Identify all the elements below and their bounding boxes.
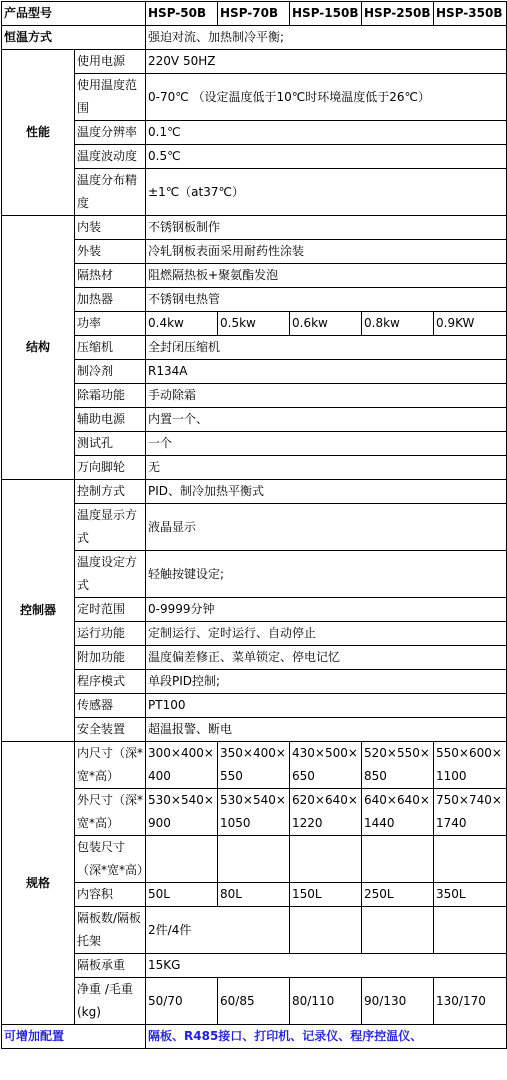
row-label: 净重 /毛重(kg) <box>75 978 146 1025</box>
shelf-load-row <box>2 954 507 978</box>
empty-cell <box>290 907 362 954</box>
climate-value: 强迫对流、加热制冷平衡; <box>146 26 507 50</box>
power-value: 0.8kw <box>362 312 434 336</box>
row-label: 温度显示方式 <box>75 504 146 551</box>
table-row <box>2 240 507 264</box>
spec-table <box>1 1 507 1049</box>
volume-value: 80L <box>218 883 290 907</box>
package-size-value <box>146 836 218 883</box>
row-label: 程序模式 <box>75 670 146 694</box>
table-row <box>2 74 507 121</box>
row-value: 0-70℃ （设定温度低于10℃时环境温度低于26℃） <box>146 74 507 121</box>
row-label: 温度分辨率 <box>75 121 146 145</box>
model-hsp-250b: HSP-250B <box>362 2 434 26</box>
row-value: ±1℃（at37℃） <box>146 169 507 216</box>
row-label: 隔板承重 <box>75 954 146 978</box>
row-value: 不锈钢电热管 <box>146 288 507 312</box>
inner-size-value: 300×400×400 <box>146 742 218 789</box>
row-label: 辅助电源 <box>75 408 146 432</box>
volume-value: 350L <box>434 883 507 907</box>
row-value: 手动除霜 <box>146 384 507 408</box>
model-hsp-350b: HSP-350B <box>434 2 507 26</box>
inner-size-value: 520×550×850 <box>362 742 434 789</box>
inner-size-value: 350×400×550 <box>218 742 290 789</box>
row-value: 冷轧钢板表面采用耐药性涂装 <box>146 240 507 264</box>
controller-category: 控制器 <box>2 480 75 742</box>
outer-size-row <box>2 789 507 836</box>
table-row <box>2 288 507 312</box>
row-value: 0-9999分钟 <box>146 598 507 622</box>
power-value: 0.4kw <box>146 312 218 336</box>
row-label: 制冷剂 <box>75 360 146 384</box>
row-label: 加热器 <box>75 288 146 312</box>
package-size-value <box>434 836 507 883</box>
weight-value: 80/110 <box>290 978 362 1025</box>
model-hsp-150b: HSP-150B <box>290 2 362 26</box>
row-value: 不锈钢板制作 <box>146 216 507 240</box>
volume-value: 50L <box>146 883 218 907</box>
table-row <box>2 551 507 598</box>
row-value: R134A <box>146 360 507 384</box>
header-row <box>2 2 507 26</box>
row-label: 外装 <box>75 240 146 264</box>
row-label: 压缩机 <box>75 336 146 360</box>
row-value: 超温报警、断电 <box>146 718 507 742</box>
product-model-label: 产品型号 <box>2 2 146 26</box>
empty-cell <box>434 907 507 954</box>
structure-category: 结构 <box>2 216 75 480</box>
row-label: 安全装置 <box>75 718 146 742</box>
options-value: 隔板、R485接口、打印机、记录仪、程序控温仪、 <box>146 1025 507 1049</box>
model-hsp-70b: HSP-70B <box>218 2 290 26</box>
row-label: 隔板数/隔板托架 <box>75 907 146 954</box>
row-label: 除霜功能 <box>75 384 146 408</box>
row-value: 液晶显示 <box>146 504 507 551</box>
row-label: 隔热材 <box>75 264 146 288</box>
row-label: 万向脚轮 <box>75 456 146 480</box>
table-row <box>2 598 507 622</box>
inner-size-row <box>2 742 507 789</box>
outer-size-value: 530×540×1050 <box>218 789 290 836</box>
row-label: 包装尺寸（深*宽*高） <box>75 836 146 883</box>
table-row <box>2 169 507 216</box>
outer-size-value: 640×640×1440 <box>362 789 434 836</box>
row-label: 内容积 <box>75 883 146 907</box>
table-row <box>2 384 507 408</box>
row-value: 单段PID控制; <box>146 670 507 694</box>
performance-category: 性能 <box>2 50 75 216</box>
volume-value: 250L <box>362 883 434 907</box>
table-row <box>2 504 507 551</box>
row-label: 使用温度范围 <box>75 74 146 121</box>
row-label: 附加功能 <box>75 646 146 670</box>
outer-size-value: 620×640×1220 <box>290 789 362 836</box>
table-row <box>2 432 507 456</box>
row-label: 使用电源 <box>75 50 146 74</box>
table-row <box>2 145 507 169</box>
row-label: 传感器 <box>75 694 146 718</box>
row-value: 0.1℃ <box>146 121 507 145</box>
row-label: 外尺寸（深*宽*高） <box>75 789 146 836</box>
outer-size-value: 530×540×900 <box>146 789 218 836</box>
power-value: 0.5kw <box>218 312 290 336</box>
row-label: 温度设定方式 <box>75 551 146 598</box>
table-row <box>2 336 507 360</box>
outer-size-value: 750×740×1740 <box>434 789 507 836</box>
power-value: 0.6kw <box>290 312 362 336</box>
row-value: 全封闭压缩机 <box>146 336 507 360</box>
row-label: 温度分布精度 <box>75 169 146 216</box>
volume-value: 150L <box>290 883 362 907</box>
package-size-row <box>2 836 507 883</box>
table-row <box>2 718 507 742</box>
empty-cell <box>362 907 434 954</box>
row-label: 测试孔 <box>75 432 146 456</box>
row-value: PID、制冷加热平衡式 <box>146 480 507 504</box>
table-row <box>2 121 507 145</box>
volume-row <box>2 883 507 907</box>
power-row <box>2 312 507 336</box>
table-row <box>2 456 507 480</box>
table-row <box>2 216 507 240</box>
row-label: 运行功能 <box>75 622 146 646</box>
shelves-row <box>2 907 507 954</box>
row-label: 控制方式 <box>75 480 146 504</box>
row-value: 220V 50HZ <box>146 50 507 74</box>
row-value: 轻触按键设定; <box>146 551 507 598</box>
table-row <box>2 50 507 74</box>
weight-value: 50/70 <box>146 978 218 1025</box>
table-row <box>2 408 507 432</box>
table-row <box>2 264 507 288</box>
table-row <box>2 360 507 384</box>
row-value: 内置一个、 <box>146 408 507 432</box>
shelf-load-value: 15KG <box>146 954 507 978</box>
row-value: 无 <box>146 456 507 480</box>
row-label: 功率 <box>75 312 146 336</box>
inner-size-value: 430×500×650 <box>290 742 362 789</box>
specs-category: 规格 <box>2 742 75 1025</box>
shelves-value: 2件/4件 <box>146 907 290 954</box>
weight-value: 130/170 <box>434 978 507 1025</box>
weight-value: 90/130 <box>362 978 434 1025</box>
row-value: 阻燃隔热板+聚氨酯发泡 <box>146 264 507 288</box>
row-value: 温度偏差修正、菜单锁定、停电记忆 <box>146 646 507 670</box>
model-hsp-50b: HSP-50B <box>146 2 218 26</box>
climate-label: 恒温方式 <box>2 26 146 50</box>
table-row <box>2 670 507 694</box>
row-value: PT100 <box>146 694 507 718</box>
weight-value: 60/85 <box>218 978 290 1025</box>
table-row <box>2 694 507 718</box>
options-label: 可增加配置 <box>2 1025 146 1049</box>
climate-row <box>2 26 507 50</box>
power-value: 0.9KW <box>434 312 507 336</box>
package-size-value <box>290 836 362 883</box>
options-row <box>2 1025 507 1049</box>
table-row <box>2 622 507 646</box>
row-label: 内装 <box>75 216 146 240</box>
package-size-value <box>218 836 290 883</box>
row-value: 0.5℃ <box>146 145 507 169</box>
row-label: 定时范围 <box>75 598 146 622</box>
weight-row <box>2 978 507 1025</box>
row-label: 温度波动度 <box>75 145 146 169</box>
row-label: 内尺寸（深*宽*高） <box>75 742 146 789</box>
table-row <box>2 480 507 504</box>
table-row <box>2 646 507 670</box>
row-value: 一个 <box>146 432 507 456</box>
inner-size-value: 550×600×1100 <box>434 742 507 789</box>
row-value: 定制运行、定时运行、自动停止 <box>146 622 507 646</box>
package-size-value <box>362 836 434 883</box>
